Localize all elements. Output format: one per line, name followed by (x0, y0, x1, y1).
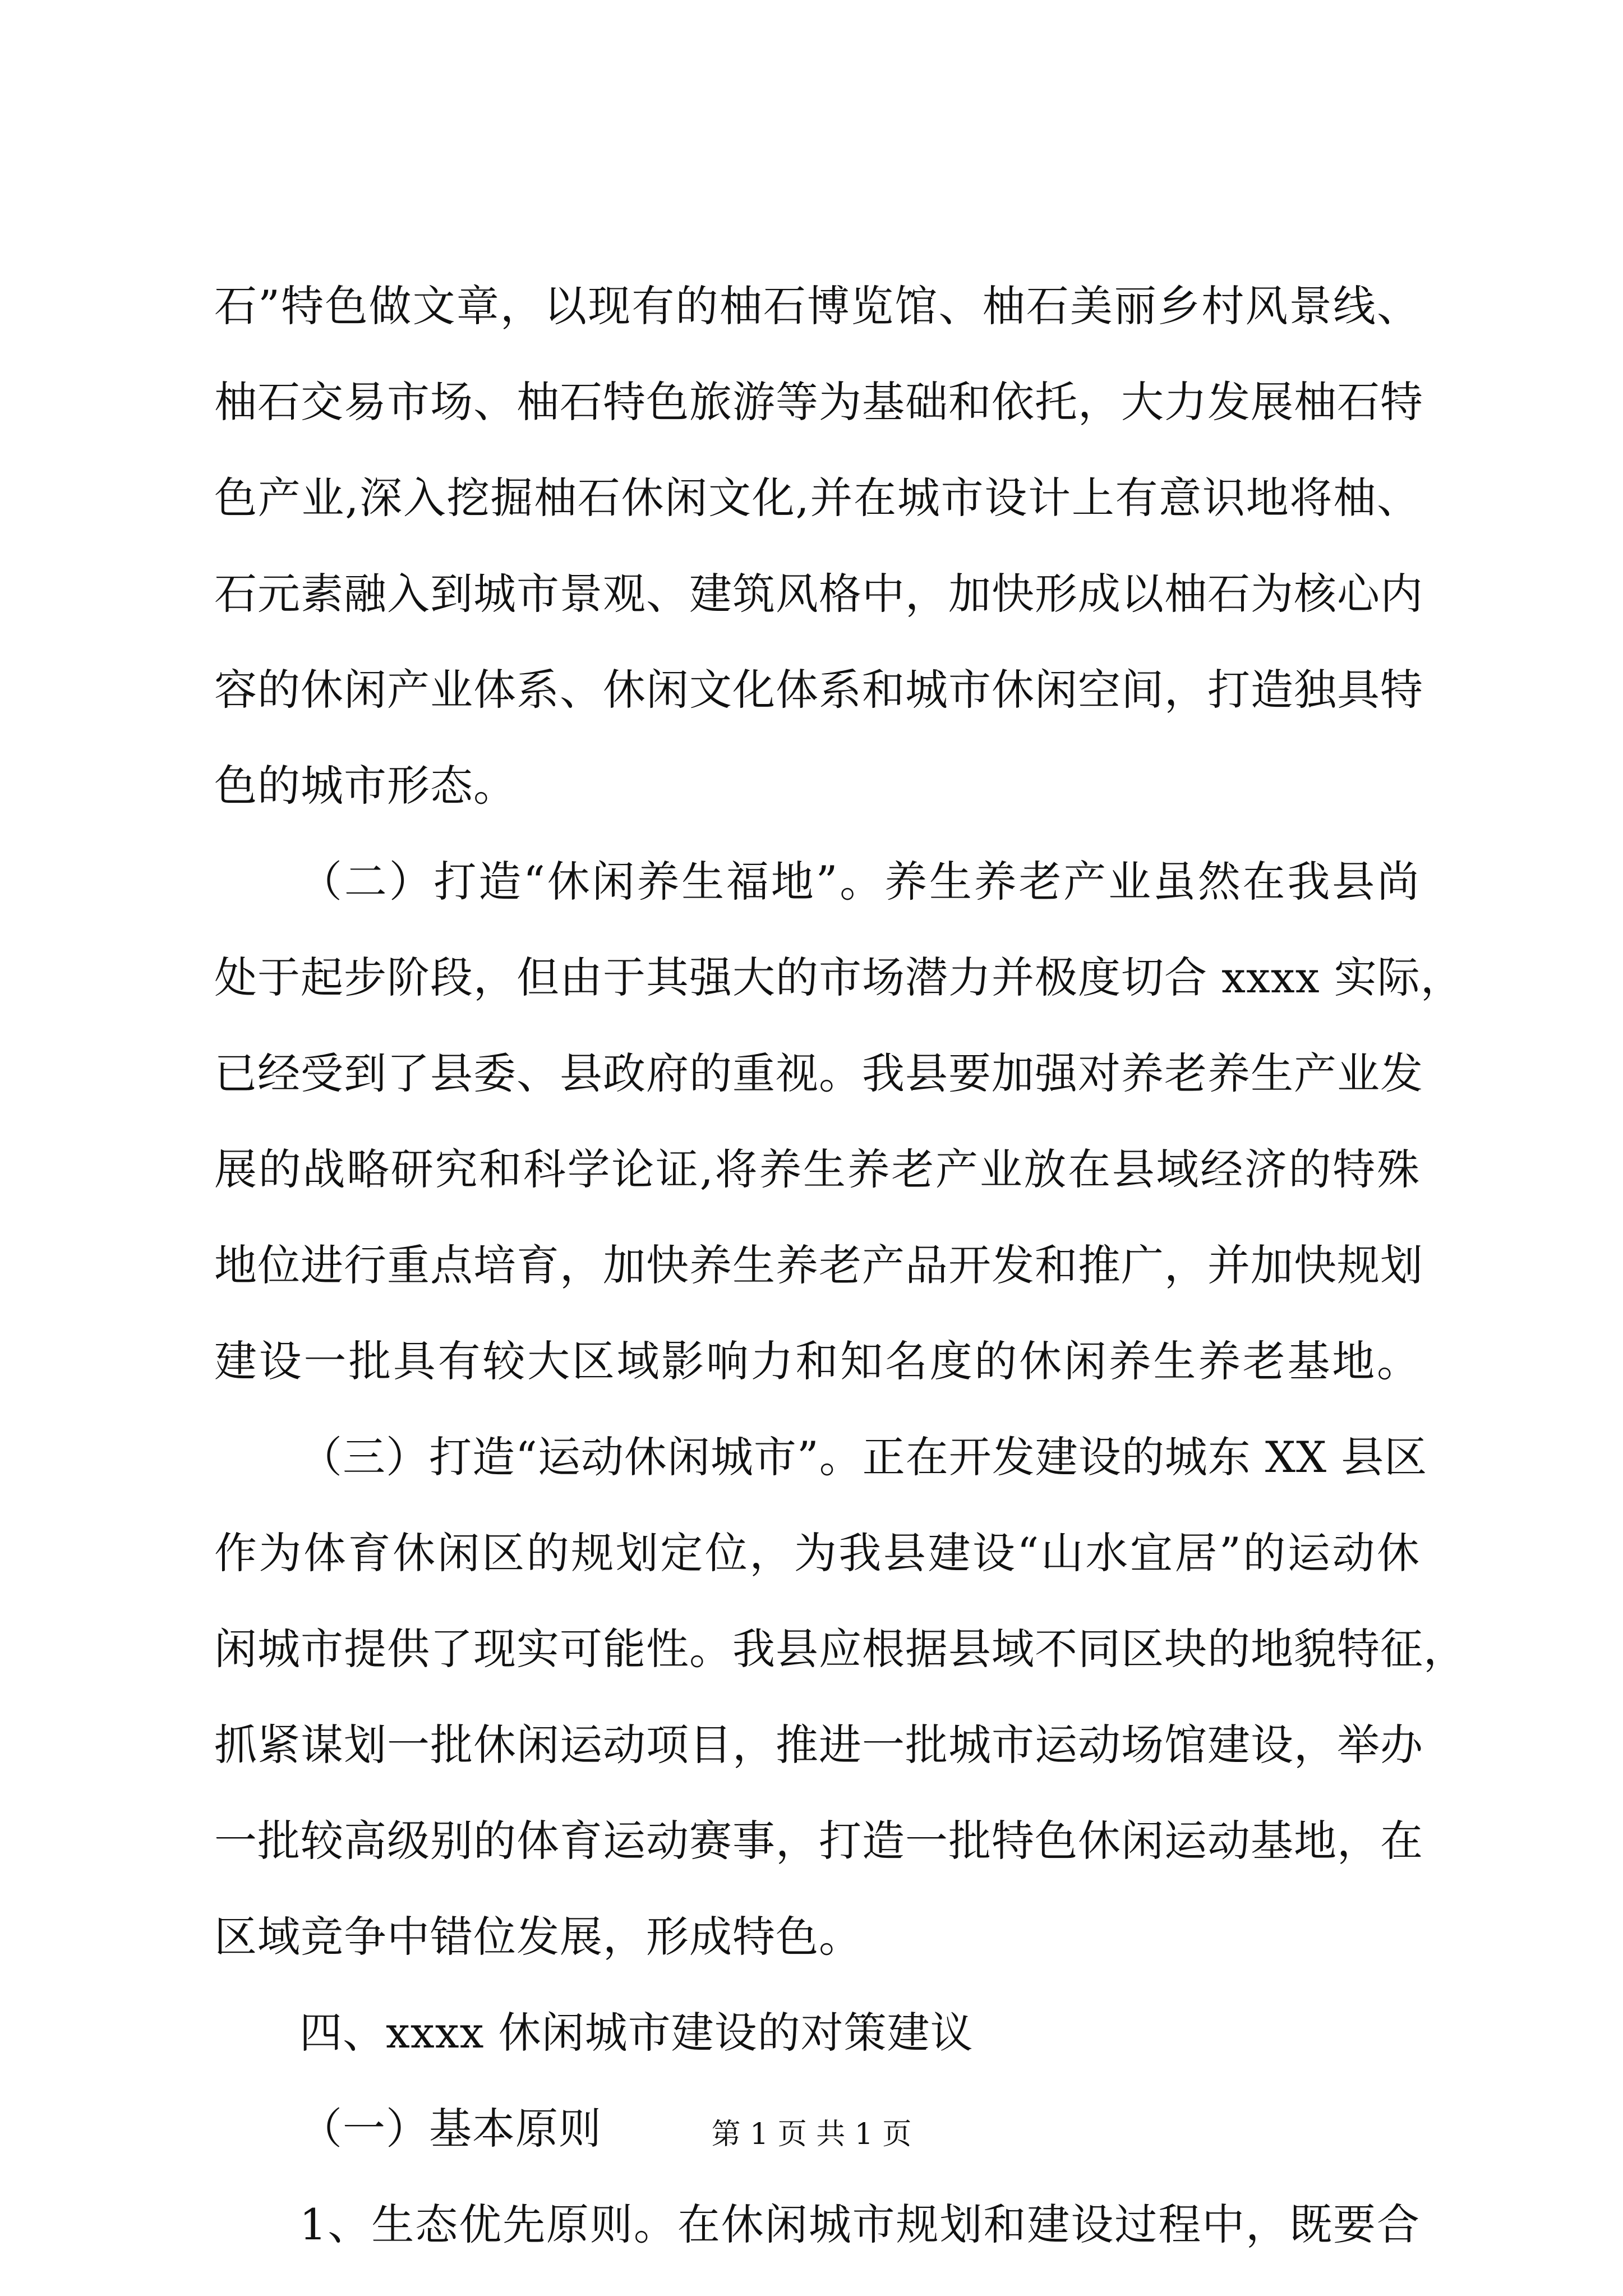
text-line: 作为体育休闲区的规划定位，为我县建设“山水宜居”的运动休 (214, 1528, 1420, 1578)
document-body (214, 258, 1467, 2272)
text-line: 已经受到了县委、县政府的重视。我县要加强对养老养生产业发 (214, 1048, 1423, 1098)
text-line: 柚石交易市场、柚石特色旅游等为基础和依托，大力发展柚石特 (214, 377, 1423, 427)
text-line: 容的休闲产业体系、休闲文化体系和城市休闲空间，打造独具特 (214, 665, 1423, 715)
paragraph-start-line: （二）打造“休闲养生福地”。养生养老产业虽然在我县尚 (299, 857, 1420, 907)
text-line: 色的城市形态。 (214, 761, 517, 811)
text-line: 建设一批具有较大区域影响力和知名度的休闲养生养老基地。 (214, 1336, 1420, 1386)
subsection-heading: （一）基本原则 (299, 2104, 602, 2154)
text-line: 展的战略研究和科学论证,将养生养老产业放在县域经济的特殊 (214, 1144, 1420, 1194)
text-line: 一批较高级别的体育运动赛事，打造一批特色休闲运动基地，在 (214, 1816, 1423, 1866)
text-line: 地位进行重点培育，加快养生养老产品开发和推广，并加快规划 (214, 1240, 1423, 1290)
text-line: 区域竞争中错位发展，形成特色。 (214, 1912, 862, 1962)
text-line: 色产业,深入挖掘柚石休闲文化,并在城市设计上有意识地将柚、 (214, 473, 1420, 523)
paragraph-start-line: （三）打造“运动休闲城市”。正在开发建设的城东 XX 县区 (299, 1432, 1428, 1482)
text-line: 处于起步阶段，但由于其强大的市场潜力并极度切合 xxxx 实际， (214, 953, 1464, 1002)
text-line: 抓紧谋划一批休闲运动项目，推进一批城市运动场馆建设，举办 (214, 1720, 1423, 1770)
paragraph-start-line: 1、生态优先原则。在休闲城市规划和建设过程中，既要合 (299, 2200, 1420, 2249)
text-line: 石”特色做文章，以现有的柚石博览馆、柚石美丽乡村风景线、 (214, 281, 1420, 331)
text-line: 石元素融入到城市景观、建筑风格中，加快形成以柚石为核心内 (214, 569, 1423, 619)
text-line: 闲城市提供了现实可能性。我县应根据县域不同区块的地貌特征， (214, 1624, 1467, 1674)
page-footer: 第 1 页 共 1 页 (711, 2118, 912, 2151)
section-heading: 四、xxxx 休闲城市建设的对策建议 (299, 2008, 974, 2058)
